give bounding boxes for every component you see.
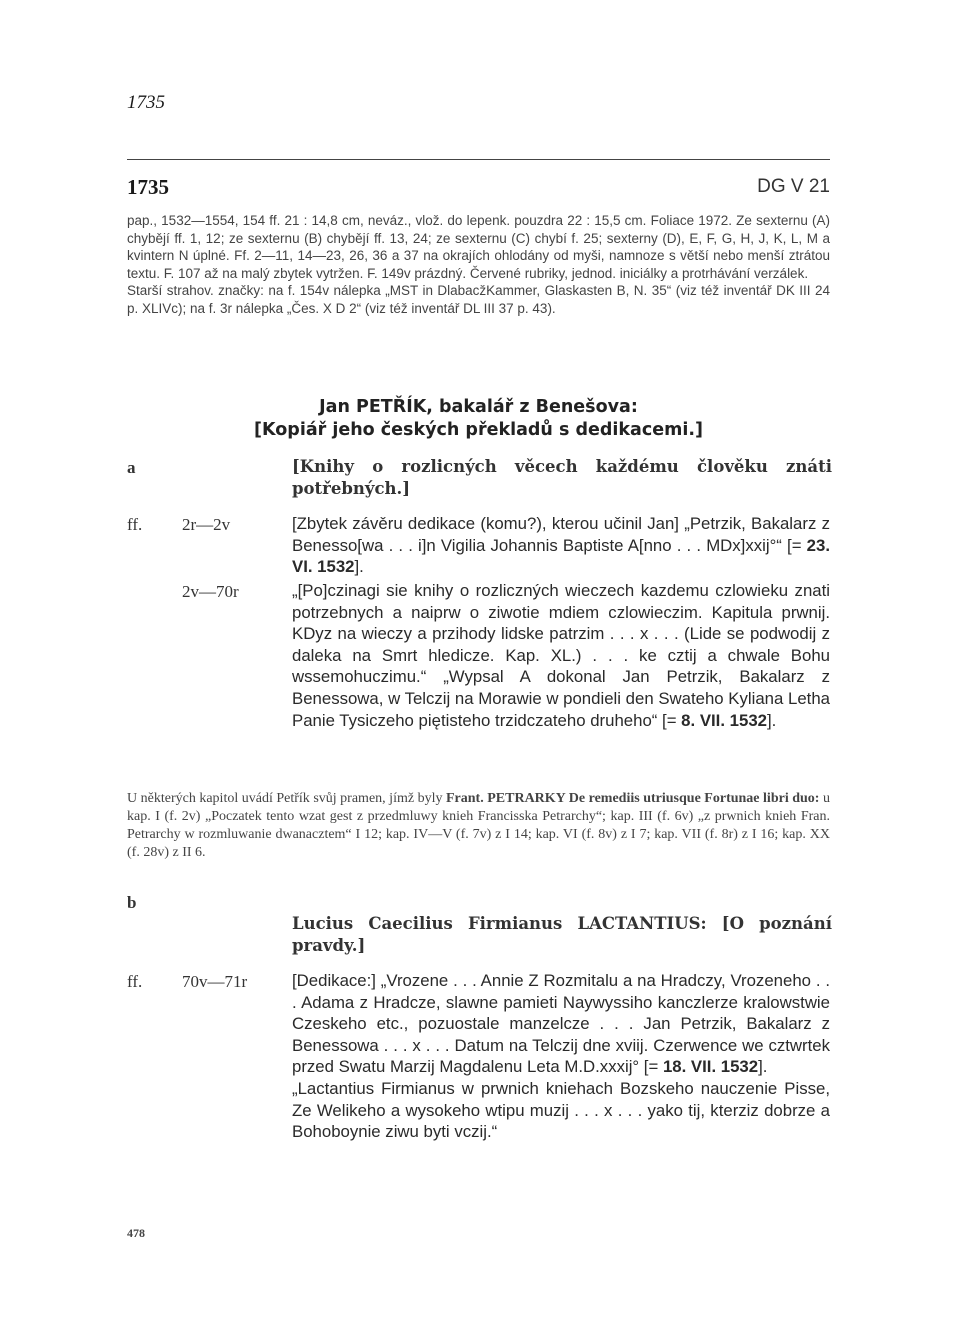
folio-range: 70v—71r: [182, 972, 248, 991]
dedication-text: [292, 970, 830, 1143]
provenance-marks: Starší strahov. značky: na f. 154v nálepka „MST in DlabacžKammer, Glaskasten B, N. 35“ (viz též inventář DK III 24 p. XLIVc); na f. 3r nálepka „Čes. X D 2“ (viz též inventář DL III 37 p. 43).: [127, 283, 830, 316]
note-source-title: Frant. PETRARKY De remediis utriusque Fortunae libri duo:: [446, 791, 820, 806]
collection-title: [Kopiář jeho českých překladů s dedikacemi.]: [254, 420, 703, 440]
entry-text-tail: ].: [767, 710, 777, 730]
author-heading: [127, 396, 830, 442]
header-rule: [127, 159, 830, 160]
source-note: [127, 790, 830, 862]
note-text: U některých kapitol uvádí Petřík svůj pramen, jímž byly: [127, 791, 446, 806]
section-a-title: [Knihy o rozlicných věcech každému člověku znáti potřebných.]: [292, 457, 832, 498]
note-text: u kap. I (f. 2v) „Poczatek tento wzat gest z przedmluwy knieh Francisska Petrarchy“; kap. III (f. 6v) „z prwnich knieh Fran. Petrarchy w rozmluwanie dwanacztem“ I 12; kap. IV—V (f. 7v) z I 14; kap. VI (f. 8v) z I 7; kap. VII (f. 8r) z I 16; kap. XX (f. 28v) z II 6.: [127, 791, 830, 860]
author-name: Jan PETŘÍK, bakalář z Benešova:: [319, 397, 638, 417]
running-header-year: 1735: [127, 92, 165, 113]
entry-date: 8. VII. 1532: [681, 710, 767, 730]
entry-number: 1735: [127, 175, 169, 199]
entry-text: „[Po]czinagi sie knihy o rozliczných wieczech kazdemu czlowieku znati potrzebnych a naiprw o ziwotie mdiem czlowieczim. Kapitula prwnij. KDyz na wieczy a przihody lidske patrzim . . . x . . . (Lide se podwodij z daleka na Smrt hledicze. Kap. XL.) . . . ke cztij a chwale Bohu wssemohuczimu.“ „Wypsal A dokonal Jan Petrzik, Bakalarz z Benessowa, w Telczij na Morawie w pondieli den Swateho Kyliana Letha Panie Tysiczeho piętisteho trzidczateho druheho“ [=: [292, 581, 830, 730]
section-b-title: Lucius Caecilius Firmianus LACTANTIUS: [O poznání pravdy.]: [292, 914, 832, 955]
dedication-fragment: [292, 513, 830, 578]
shelf-signature: DG V 21: [757, 176, 830, 197]
ff-label: ff.: [127, 972, 143, 991]
entry-text: [Zbytek závěru dedikace (komu?), kterou učinil Jan] „Petrzik, Bakalarz z Benesso[wa . . . i]n Vigilia Johannis Baptiste A[nno . . . MDx]xxij°“ [=: [292, 514, 830, 555]
entry-text-tail: ].: [354, 557, 364, 577]
text-incipit-explicit: [292, 580, 830, 731]
entry-text-tail: ].: [758, 1057, 768, 1077]
physical-description: pap., 1532—1554, 154 ff. 21 : 14,8 cm, neváz., vlož. do lepenk. pouzdra 22 : 15,5 cm. Foliace 1972. Ze sexternu (A) chybějí ff. 1, 12; ze sexternu (B) chybějí ff. 13, 24; ze sexternu (C) chybí f. 25; sexterny (D), E, F, G, H, J, K, L, M a kvintern N úplné. Ff. 2—11, 14—23, 26, 36 a 37 na okrajích ohlodány od myši, namnoze s větší nebo menší ztrátou textu. F. 107 až na malý zbytek vytržen. F. 149v prázdný. Červené rubriky, jednod. iniciálky a protrhávání verzálek.: [127, 213, 830, 281]
section-b-label: b: [127, 893, 137, 912]
page-number: 478: [127, 1226, 145, 1240]
folio-range: 2v—70r: [182, 582, 239, 601]
entry-date: 18. VII. 1532: [662, 1057, 759, 1077]
ff-label: ff.: [127, 515, 143, 534]
text-incipit: „Lactantius Firmianus w prwnich kniehach Bozskeho nauczenie Pisse, Ze Welikeho a wysokeho wtipu muzij . . . x . . . yako tij, kterziz dobrze a Bohoboynie ziwu byti vczij.“: [292, 1078, 830, 1142]
section-a-label: a: [127, 458, 136, 477]
entry-text: [Dedikace:] „Vrozene . . . Annie Z Rozmitalu a na Hradczy, Vrozeneho . . . Adama z Hradcze, slawne pamieti Naywyssiho kanczlerze kralowstwie Czeskeho etc., pozuostale manzelcze . . . Jan Petrzik, Bakalarz z Benessowa . . . x . . . Datum na Telczij dne xviij. Czerwence we cztwrtek przed Swatu Marzij Magdalenu Leta M.D.xxxij° [=: [292, 971, 830, 1077]
manuscript-description: [127, 212, 830, 317]
folio-range: 2r—2v: [182, 515, 231, 534]
entry-date: 23. VI. 1532: [292, 535, 830, 577]
